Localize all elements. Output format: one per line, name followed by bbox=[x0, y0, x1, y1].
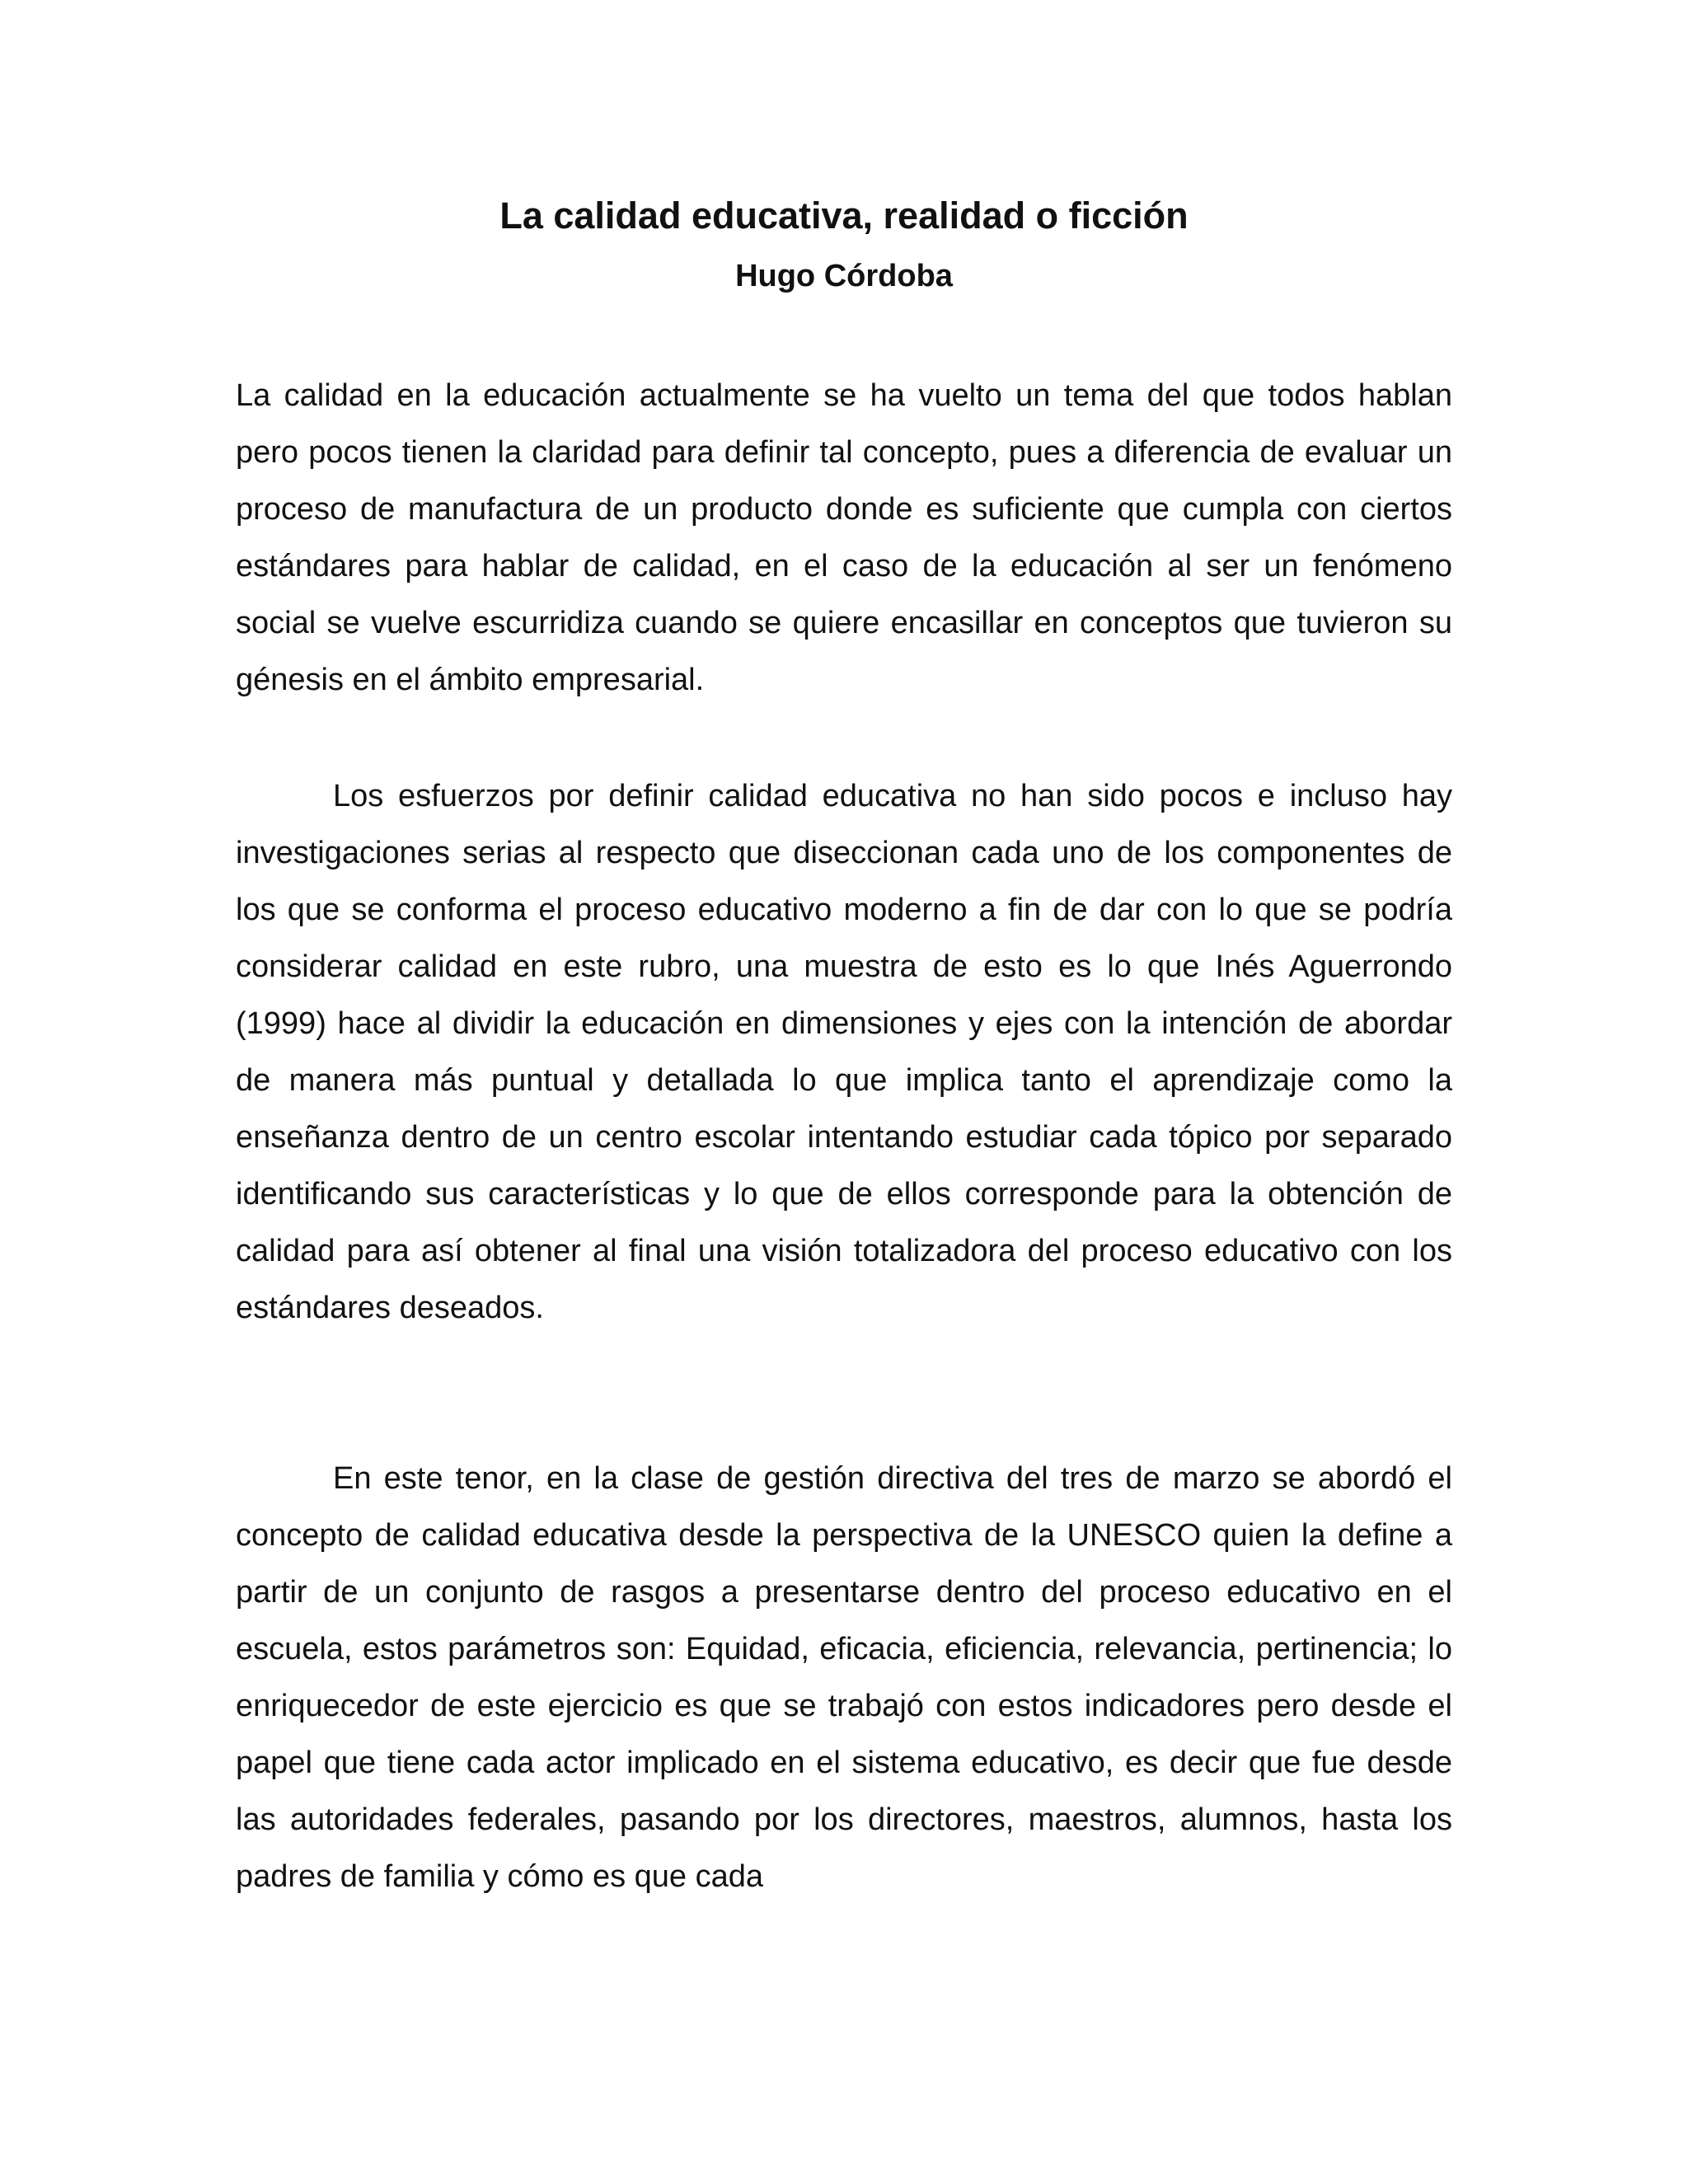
document-title: La calidad educativa, realidad o ficción bbox=[499, 194, 1189, 237]
paragraph-1: La calidad en la educación actualmente se ha vuelto un tema del que todos hablan pero pocos tienen la claridad para definir tal concepto, pues a diferencia de evaluar un proceso de manufactura de un producto donde es suficiente que cumpla con ciertos estándares para hablar de calidad, en el caso de la educación al ser un fenómeno social se vuelve escurridiza cuando se quiere encasillar en conceptos que tuvieron su génesis en el ámbito empresarial. bbox=[236, 378, 1452, 697]
paragraph-2: Los esfuerzos por definir calidad educativa no han sido pocos e incluso hay investigaciones serias al respecto que diseccionan cada uno de los componentes de los que se conforma el proceso educativo moderno a fin de dar con lo que se podría considerar calidad en este rubro, una muestra de esto es lo que Inés Aguerrondo (1999) hace al dividir la educación en dimensiones y ejes con la intención de abordar de manera más puntual y detallada lo que implica tanto el aprendizaje como la enseñanza dentro de un centro escolar intentando estudiar cada tópico por separado identificando sus características y lo que de ellos corresponde para la obtención de calidad para así obtener al final una visión totalizadora del proceso educativo con los estándares deseados. bbox=[236, 779, 1452, 1325]
document-author: Hugo Córdoba bbox=[735, 259, 953, 293]
paragraph-3: En este tenor, en la clase de gestión directiva del tres de marzo se abordó el concepto de calidad educativa desde la perspectiva de la UNESCO quien la define a partir de un conjunto de rasgos a presentarse dentro del proceso educativo en el escuela, estos parámetros son: Equidad, eficacia, eficiencia, relevancia, pertinencia; lo enriquecedor de este ejercicio es que se trabajó con estos indicadores pero desde el papel que tiene cada actor implicado en el sistema educativo, es decir que fue desde las autoridades federales, pasando por los directores, maestros, alumnos, hasta los padres de familia y cómo es que cada bbox=[236, 1461, 1452, 1894]
